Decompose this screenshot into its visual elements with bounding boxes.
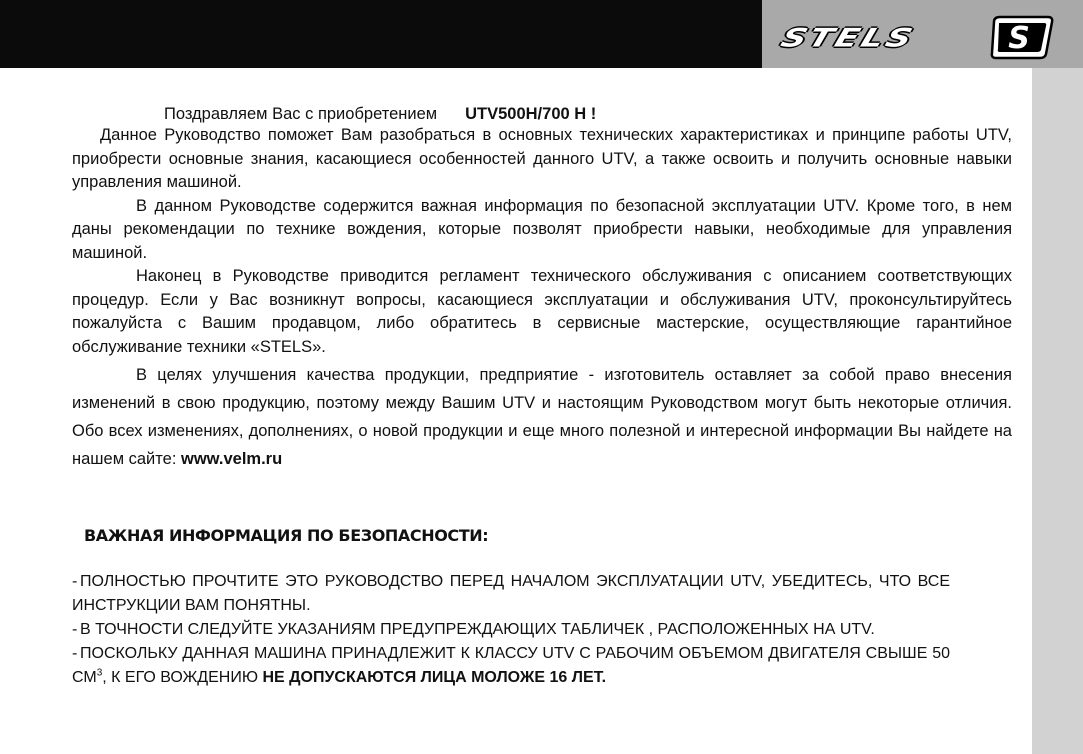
- safety-rule-3-mid: , К ЕГО ВОЖДЕНИЮ: [102, 669, 258, 686]
- safety-rule-3: [72, 642, 950, 690]
- rule-dash: -: [72, 645, 78, 662]
- age-restriction-warning: НЕ ДОПУСКАЮТСЯ ЛИЦА МОЛОЖЕ 16 ЛЕТ.: [262, 669, 607, 686]
- intro-paragraph-4: [72, 361, 1012, 473]
- superscript-cube: 3: [96, 667, 103, 679]
- safety-rule-1: [72, 570, 950, 618]
- safety-heading: ВАЖНАЯ ИНФОРМАЦИЯ ПО БЕЗОПАСНОСТИ:: [84, 526, 489, 545]
- intro-paragraph-1: Данное Руководство поможет Вам разобраться в основных технических характеристиках и принципе работы UTV, приобрести основные знания, касающиеся особенностей данного UTV, а также освоить и получить основные навыки управления машиной.: [72, 126, 1012, 191]
- intro-section: [72, 104, 1012, 473]
- header-bar: [0, 0, 762, 68]
- model-name: UTV500H/700 H !: [465, 105, 597, 123]
- safety-rules-list: [72, 570, 950, 690]
- brand-logo-text: STELS: [777, 23, 919, 53]
- website-link[interactable]: www.velm.ru: [181, 450, 283, 468]
- safety-rule-2: [72, 618, 950, 642]
- intro-paragraph-4-text: В целях улучшения качества продукции, предприятие - изготовитель оставляет за собой право внесения изменений в свою продукцию, поэтому между Вашим UTV и настоящим Руководством могут быть некоторые отличия. Обо всех изменениях, дополнениях, о новой продукции и еще много полезной и интересной информации Вы найдете на нашем сайте:: [72, 366, 1012, 468]
- rule-dash: -: [72, 573, 78, 590]
- intro-title-text: Поздравляем Вас с приобретением: [164, 105, 438, 123]
- page-edge-strip: [1032, 68, 1083, 754]
- intro-paragraph-2: В данном Руководстве содержится важная информация по безопасной эксплуатации UTV. Кроме того, в нем даны рекомендации по технике вождения, которые позволят приобрести навыки, необходимые для управления машиной.: [72, 196, 1012, 262]
- rule-dash: -: [72, 621, 78, 638]
- safety-rule-2-text: В ТОЧНОСТИ СЛЕДУЙТЕ УКАЗАНИЯМ ПРЕДУПРЕЖДАЮЩИХ ТАБЛИЧЕК , РАСПОЛОЖЕННЫХ НА UTV.: [80, 621, 875, 638]
- safety-rule-1-text: ПОЛНОСТЬЮ ПРОЧТИТЕ ЭТО РУКОВОДСТВО ПЕРЕД НАЧАЛОМ ЭКСПЛУАТАЦИИ UTV, УБЕДИТЕСЬ, ЧТО ВСЕ ИНСТРУКЦИИ ВАМ ПОНЯТНЫ.: [72, 573, 950, 614]
- badge-letter: S: [1008, 21, 1030, 56]
- intro-paragraph-3: Наконец в Руководстве приводится регламент технического обслуживания с описанием соответствующих процедур. Если у Вас возникнут вопросы, касающиеся эксплуатации и обслуживания UTV, проконсультируйтесь пожалуйста с Вашим продавцом, либо обратитесь в сервисные мастерские, осуществляющие гарантийное обслуживание техники «STELS».: [72, 267, 1012, 356]
- safety-rule-3-text: ПОСКОЛЬКУ ДАННАЯ МАШИНА ПРИНАДЛЕЖИТ К КЛАССУ UTV С РАБОЧИМ ОБЪЕМОМ ДВИГАТЕЛЯ СВЫШЕ 50 СМ: [72, 645, 950, 686]
- brand-badge-icon: [988, 14, 1056, 60]
- intro-title: [72, 104, 1012, 124]
